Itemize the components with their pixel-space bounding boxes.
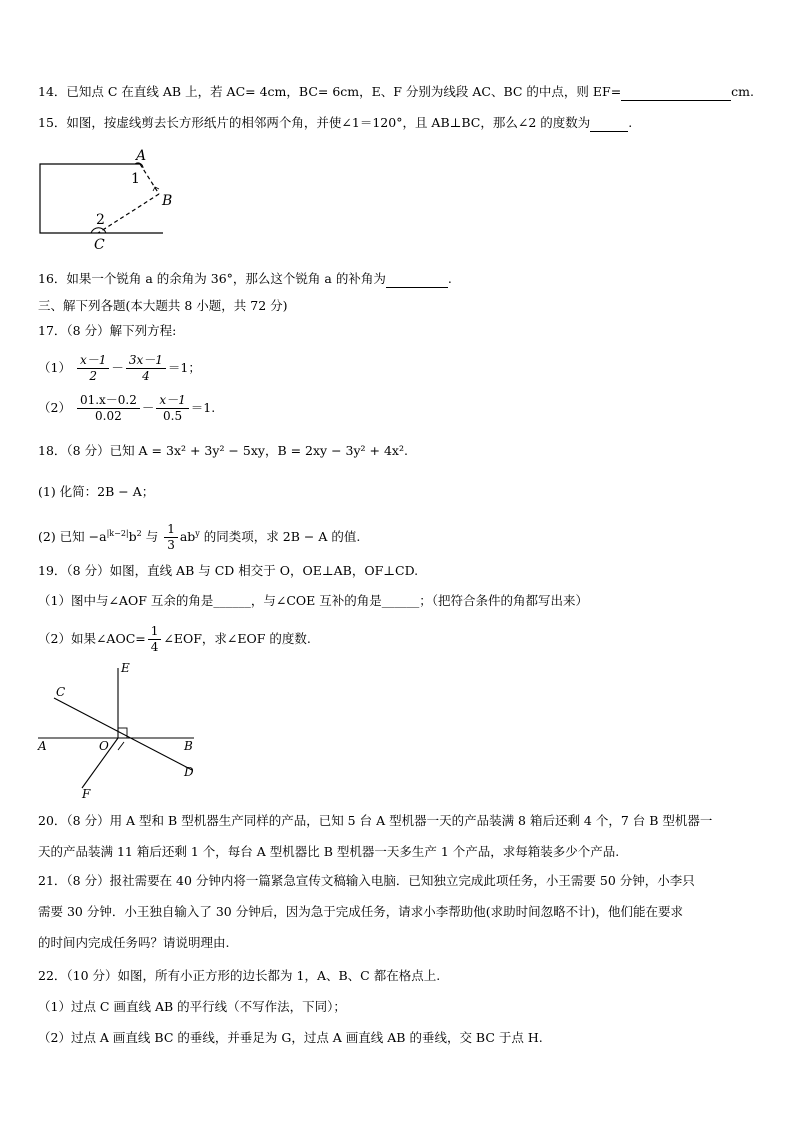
fraction <box>148 624 162 655</box>
denominator: 0.02 <box>95 409 122 423</box>
text: (2) 已知 −a <box>38 529 107 545</box>
q19-part2 <box>38 622 311 656</box>
answer-blank <box>590 117 628 132</box>
label-B: B <box>162 193 173 209</box>
numerator: x－1 <box>156 393 188 409</box>
numerator: 1 <box>148 624 162 640</box>
text: ab <box>179 529 196 545</box>
line-CD <box>54 698 192 770</box>
text: b <box>128 529 137 545</box>
denominator: 0.5 <box>163 409 183 423</box>
q18-part1: (1) 化简：2B − A； <box>38 484 155 499</box>
exponent: y <box>195 529 200 538</box>
q19-figure <box>34 658 214 803</box>
q15-figure <box>36 143 176 253</box>
q22-title: 22．（10 分）如图，所有小正方形的边长都为 1，A、B、C 都在格点上. <box>38 968 441 983</box>
text: 的同类项，求 2B − A 的值. <box>199 529 361 545</box>
label-F: F <box>82 787 91 801</box>
denominator: 2 <box>89 369 97 383</box>
text: ∠EOF，求∠EOF 的度数. <box>163 631 311 646</box>
fraction <box>77 353 109 384</box>
fraction <box>156 393 188 424</box>
label-2: 2 <box>96 212 105 228</box>
cut-line-bc <box>98 194 159 233</box>
q16-end: . <box>447 271 452 286</box>
label-D: D <box>184 765 194 779</box>
text: 与 <box>141 529 163 545</box>
q22-part2: （2）过点 A 画直线 BC 的垂线，并垂足为 G，过点 A 画直线 AB 的垂线，交 BC 于点 H. <box>38 1030 543 1045</box>
exponent: |k−2| <box>106 529 129 538</box>
q14-text: 14．已知点 C 在直线 AB 上，若 AC= 4cm，BC= 6cm，E、F 分别为线段 AC、BC 的中点，则 EF= <box>38 84 622 99</box>
q20-line2: 天的产品装满 11 箱后还剩 1 个，每台 A 型机器比 B 型机器一天多生产 1 个产品，求每箱装多少个产品. <box>38 844 620 859</box>
q21-line2: 需要 30 分钟．小王独自输入了 30 分钟后，因为急于完成任务，请求小李帮助他(求助时间忽略不计)，他们能在要求 <box>38 904 683 919</box>
answer-blank <box>621 86 731 101</box>
part-label: （1） <box>38 360 71 375</box>
label-A: A <box>38 739 47 753</box>
q15-text: 15．如图，按虚线剪去长方形纸片的相邻两个角，并使∠1＝120°，且 AB⊥BC，那么∠2 的度数为 <box>38 115 591 130</box>
q22-part1: （1）过点 C 画直线 AB 的平行线（不写作法，下同）； <box>38 999 346 1014</box>
fraction <box>126 353 166 384</box>
q20-line1: 20．（8 分）用 A 型和 B 型机器生产同样的产品，已知 5 台 A 型机器一天的产品装满 8 箱后还剩 4 个，7 台 B 型机器一 <box>38 813 713 828</box>
label-B: B <box>184 739 193 753</box>
right-angle-mark <box>118 742 124 750</box>
q17-part2 <box>38 390 215 426</box>
numerator: 01.x－0.2 <box>77 393 140 409</box>
part-label: （2） <box>38 400 71 415</box>
minus-sign: － <box>141 400 155 415</box>
answer-blank <box>386 273 448 288</box>
minus-sign: － <box>111 360 124 375</box>
q18-part2 <box>38 517 360 554</box>
q15-end: . <box>628 115 633 130</box>
denominator: 4 <box>142 369 150 383</box>
section-heading: 三、解下列各题(本大题共 8 小题，共 72 分) <box>38 298 288 313</box>
cut-line-ab <box>140 164 159 194</box>
label-C: C <box>56 685 66 699</box>
q16-text: 16．如果一个锐角 a 的余角为 36°，那么这个锐角 a 的补角为 <box>38 271 386 286</box>
denominator: 3 <box>167 538 175 553</box>
question-15 <box>38 114 632 132</box>
q21-line3: 的时间内完成任务吗？请说明理由. <box>38 935 230 950</box>
label-O: O <box>99 739 109 753</box>
question-14 <box>38 83 754 101</box>
q21-line1: 21．（8 分）报社需要在 40 分钟内将一篇紧急宣传文稿输入电脑．已知独立完成此项任务，小王需要 50 分钟，小李只 <box>38 873 695 888</box>
q17-part1 <box>38 350 201 386</box>
text: （2）如果∠AOC= <box>38 631 146 646</box>
numerator: 1 <box>164 522 178 538</box>
label-C: C <box>94 237 105 253</box>
numerator: 3x－1 <box>126 353 166 369</box>
q14-unit: cm. <box>731 84 754 99</box>
fraction <box>164 522 178 553</box>
exponent: 2 <box>136 529 142 538</box>
label-E: E <box>121 661 130 675</box>
label-A: A <box>136 148 147 164</box>
q18-title: 18．（8 分）已知 A = 3x² + 3y² − 5xy，B = 2xy − 3y² + 4x². <box>38 443 408 458</box>
label-1: 1 <box>131 171 140 187</box>
q17-title: 17．（8 分）解下列方程: <box>38 323 177 338</box>
q19-part1: （1）图中与∠AOF 互余的角是______，与∠COE 互补的角是______；（把符合条件的角都写出来） <box>38 593 588 608</box>
equation-tail: ＝1； <box>167 360 201 375</box>
numerator: x－1 <box>77 353 109 369</box>
question-16 <box>38 270 452 288</box>
q19-title: 19．（8 分）如图，直线 AB 与 CD 相交于 O，OE⊥AB，OF⊥CD. <box>38 563 419 578</box>
equation-tail: ＝1. <box>190 400 216 415</box>
denominator: 4 <box>150 640 159 654</box>
right-angle-mark <box>118 728 127 738</box>
fraction <box>77 393 140 424</box>
